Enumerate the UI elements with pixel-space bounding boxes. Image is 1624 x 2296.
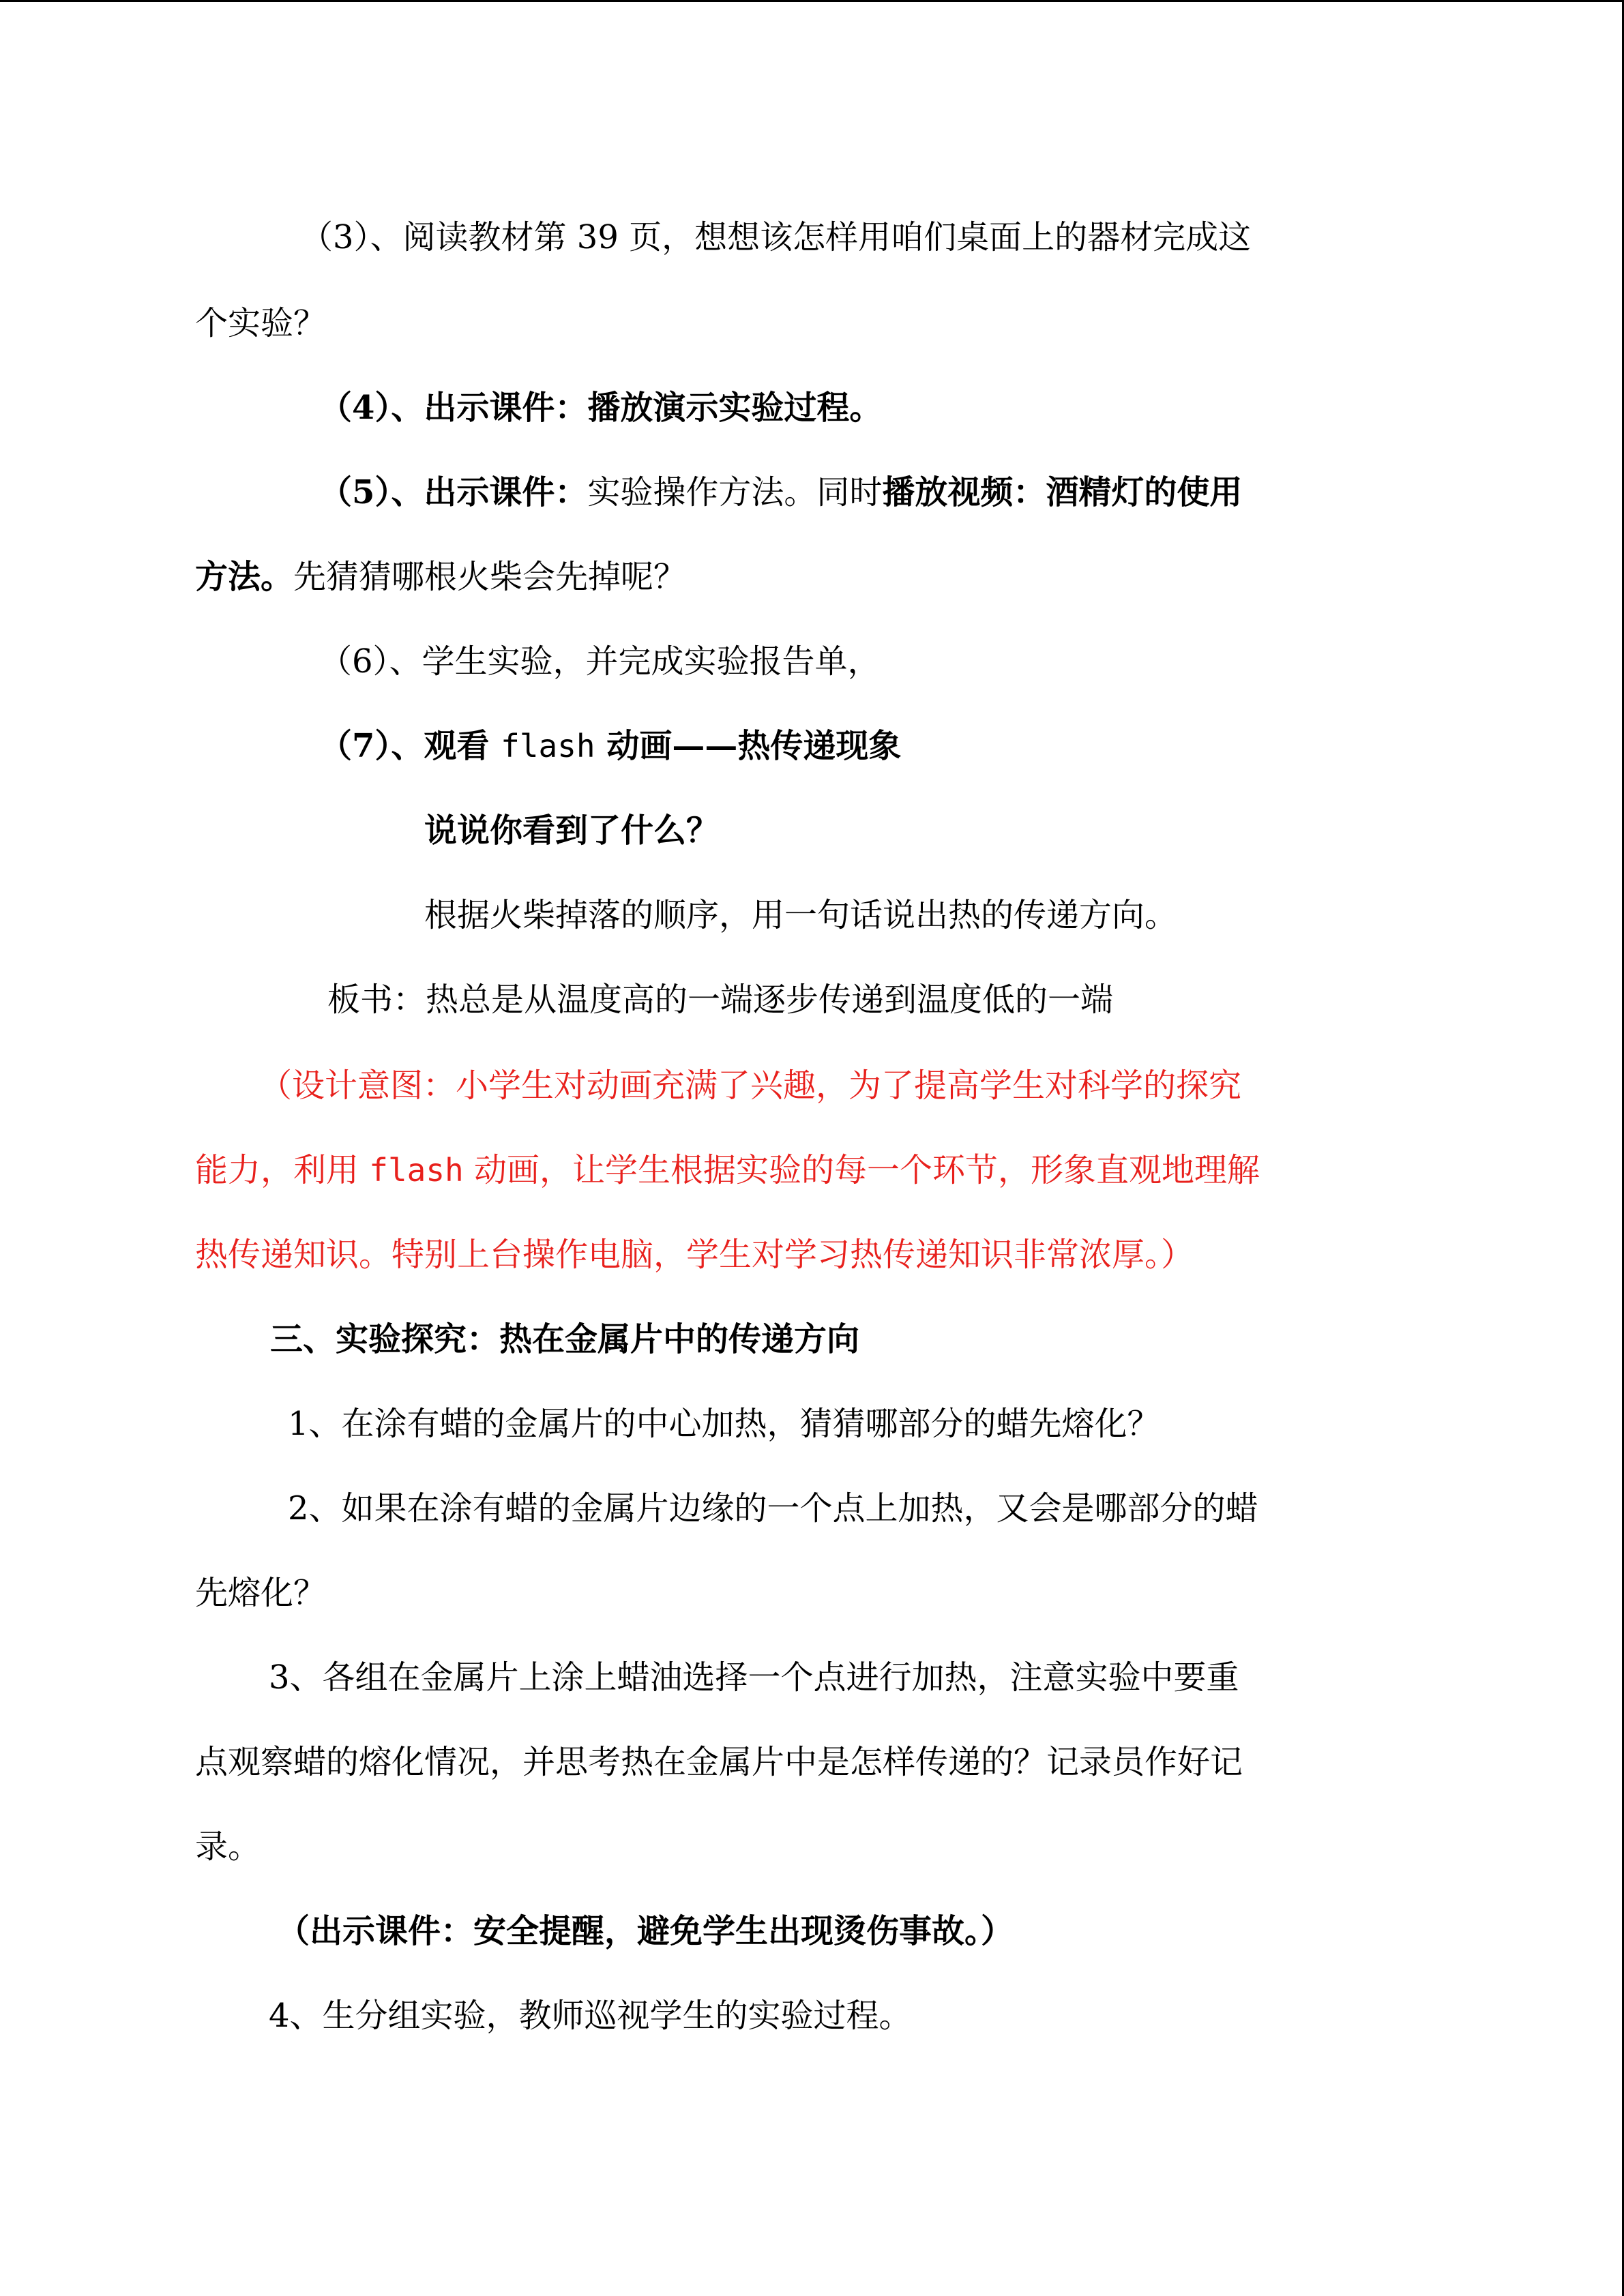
paragraph-line-q2-a (288, 1488, 1258, 1529)
text-segment: （出示课件：安全提醒，避免学生出现烫伤事故。） (277, 1912, 1014, 1950)
paragraph-line-section3 (270, 1319, 859, 1360)
paragraph-line-design-b (195, 1150, 1260, 1191)
paragraph-line-step4 (319, 387, 882, 428)
text-segment: 三、实验探究：热在金属片中的传递方向 (270, 1320, 860, 1358)
paragraph-line-step3-a (300, 217, 1251, 258)
paragraph-line-step7 (319, 726, 901, 766)
text-segment: 实验操作方法。同时 (587, 473, 883, 511)
text-segment: 播放视频：酒精灯的使用 (882, 473, 1243, 511)
text-segment: 点观察蜡的熔化情况，并思考热在金属片中是怎样传递的？记录员作好记 (195, 1743, 1243, 1781)
text-segment: 根据火柴掉落的顺序，用一句话说出热的传递方向。 (424, 896, 1178, 934)
text-segment: （3）、阅读教材第 39 页，想想该怎样用咱们桌面上的器材完成这 (300, 218, 1252, 256)
text-segment: 1、在涂有蜡的金属片的中心加热，猜猜哪部分的蜡先熔化？ (288, 1405, 1160, 1443)
paragraph-line-q2-b (195, 1572, 326, 1613)
text-segment: 方法。 (195, 558, 294, 596)
text-segment: 录。 (195, 1828, 261, 1866)
paragraph-line-design-c (195, 1234, 1194, 1275)
text-segment: （6）、学生实验，并完成实验报告单， (319, 642, 881, 681)
text-segment: 说说你看到了什么？ (424, 811, 720, 850)
text-segment: flash (501, 728, 595, 764)
paragraph-line-q3-a (269, 1657, 1239, 1698)
text-segment: 热传递知识。特别上台操作电脑，学生对学习热传递知识非常浓厚。） (195, 1236, 1194, 1274)
paragraph-line-step5-b (195, 556, 686, 597)
text-segment: 板书：热总是从温度高的一端逐步传递到温度低的一端 (327, 981, 1114, 1019)
paragraph-line-step7-r (424, 895, 1177, 936)
text-segment: （4）、出示课件：播放演示实验过程。 (319, 389, 883, 427)
paragraph-line-q1 (288, 1403, 1160, 1444)
text-segment: 先熔化？ (195, 1574, 327, 1612)
text-segment: （5）、出示课件： (319, 473, 588, 511)
paragraph-line-q4 (269, 1995, 912, 2036)
paragraph-line-step7-q (424, 810, 719, 851)
paragraph-line-design-a (259, 1065, 1241, 1106)
text-segment: （设计意图：小学生对动画充满了兴趣，为了提高学生对科学的探究 (259, 1067, 1242, 1105)
paragraph-line-step3-b (195, 303, 326, 344)
text-segment: 先猜猜哪根火柴会先掉呢？ (293, 558, 687, 596)
paragraph-line-q3-c (195, 1826, 261, 1867)
text-segment: 3、各组在金属片上涂上蜡油选择一个点进行加热，注意实验中要重 (269, 1658, 1239, 1697)
text-segment: 2、如果在涂有蜡的金属片边缘的一个点上加热，又会是哪部分的蜡 (288, 1489, 1258, 1527)
paragraph-line-step5-a (319, 472, 1242, 513)
text-segment: 动画，让学生根据实验的每一个环节，形象直观地理解 (463, 1151, 1260, 1189)
paragraph-line-board (327, 979, 1113, 1020)
paragraph-line-safety (277, 1911, 1014, 1952)
text-segment: 能力，利用 (195, 1151, 370, 1189)
paragraph-line-step6 (319, 641, 881, 682)
text-segment: flash (369, 1152, 464, 1189)
text-segment: 4、生分组实验，教师巡视学生的实验过程。 (269, 1997, 912, 2035)
text-segment: 个实验？ (195, 304, 327, 342)
text-segment: 动画——热传递现象 (595, 727, 902, 765)
text-segment: （7）、观看 (319, 727, 501, 765)
paragraph-line-q3-b (195, 1742, 1243, 1783)
